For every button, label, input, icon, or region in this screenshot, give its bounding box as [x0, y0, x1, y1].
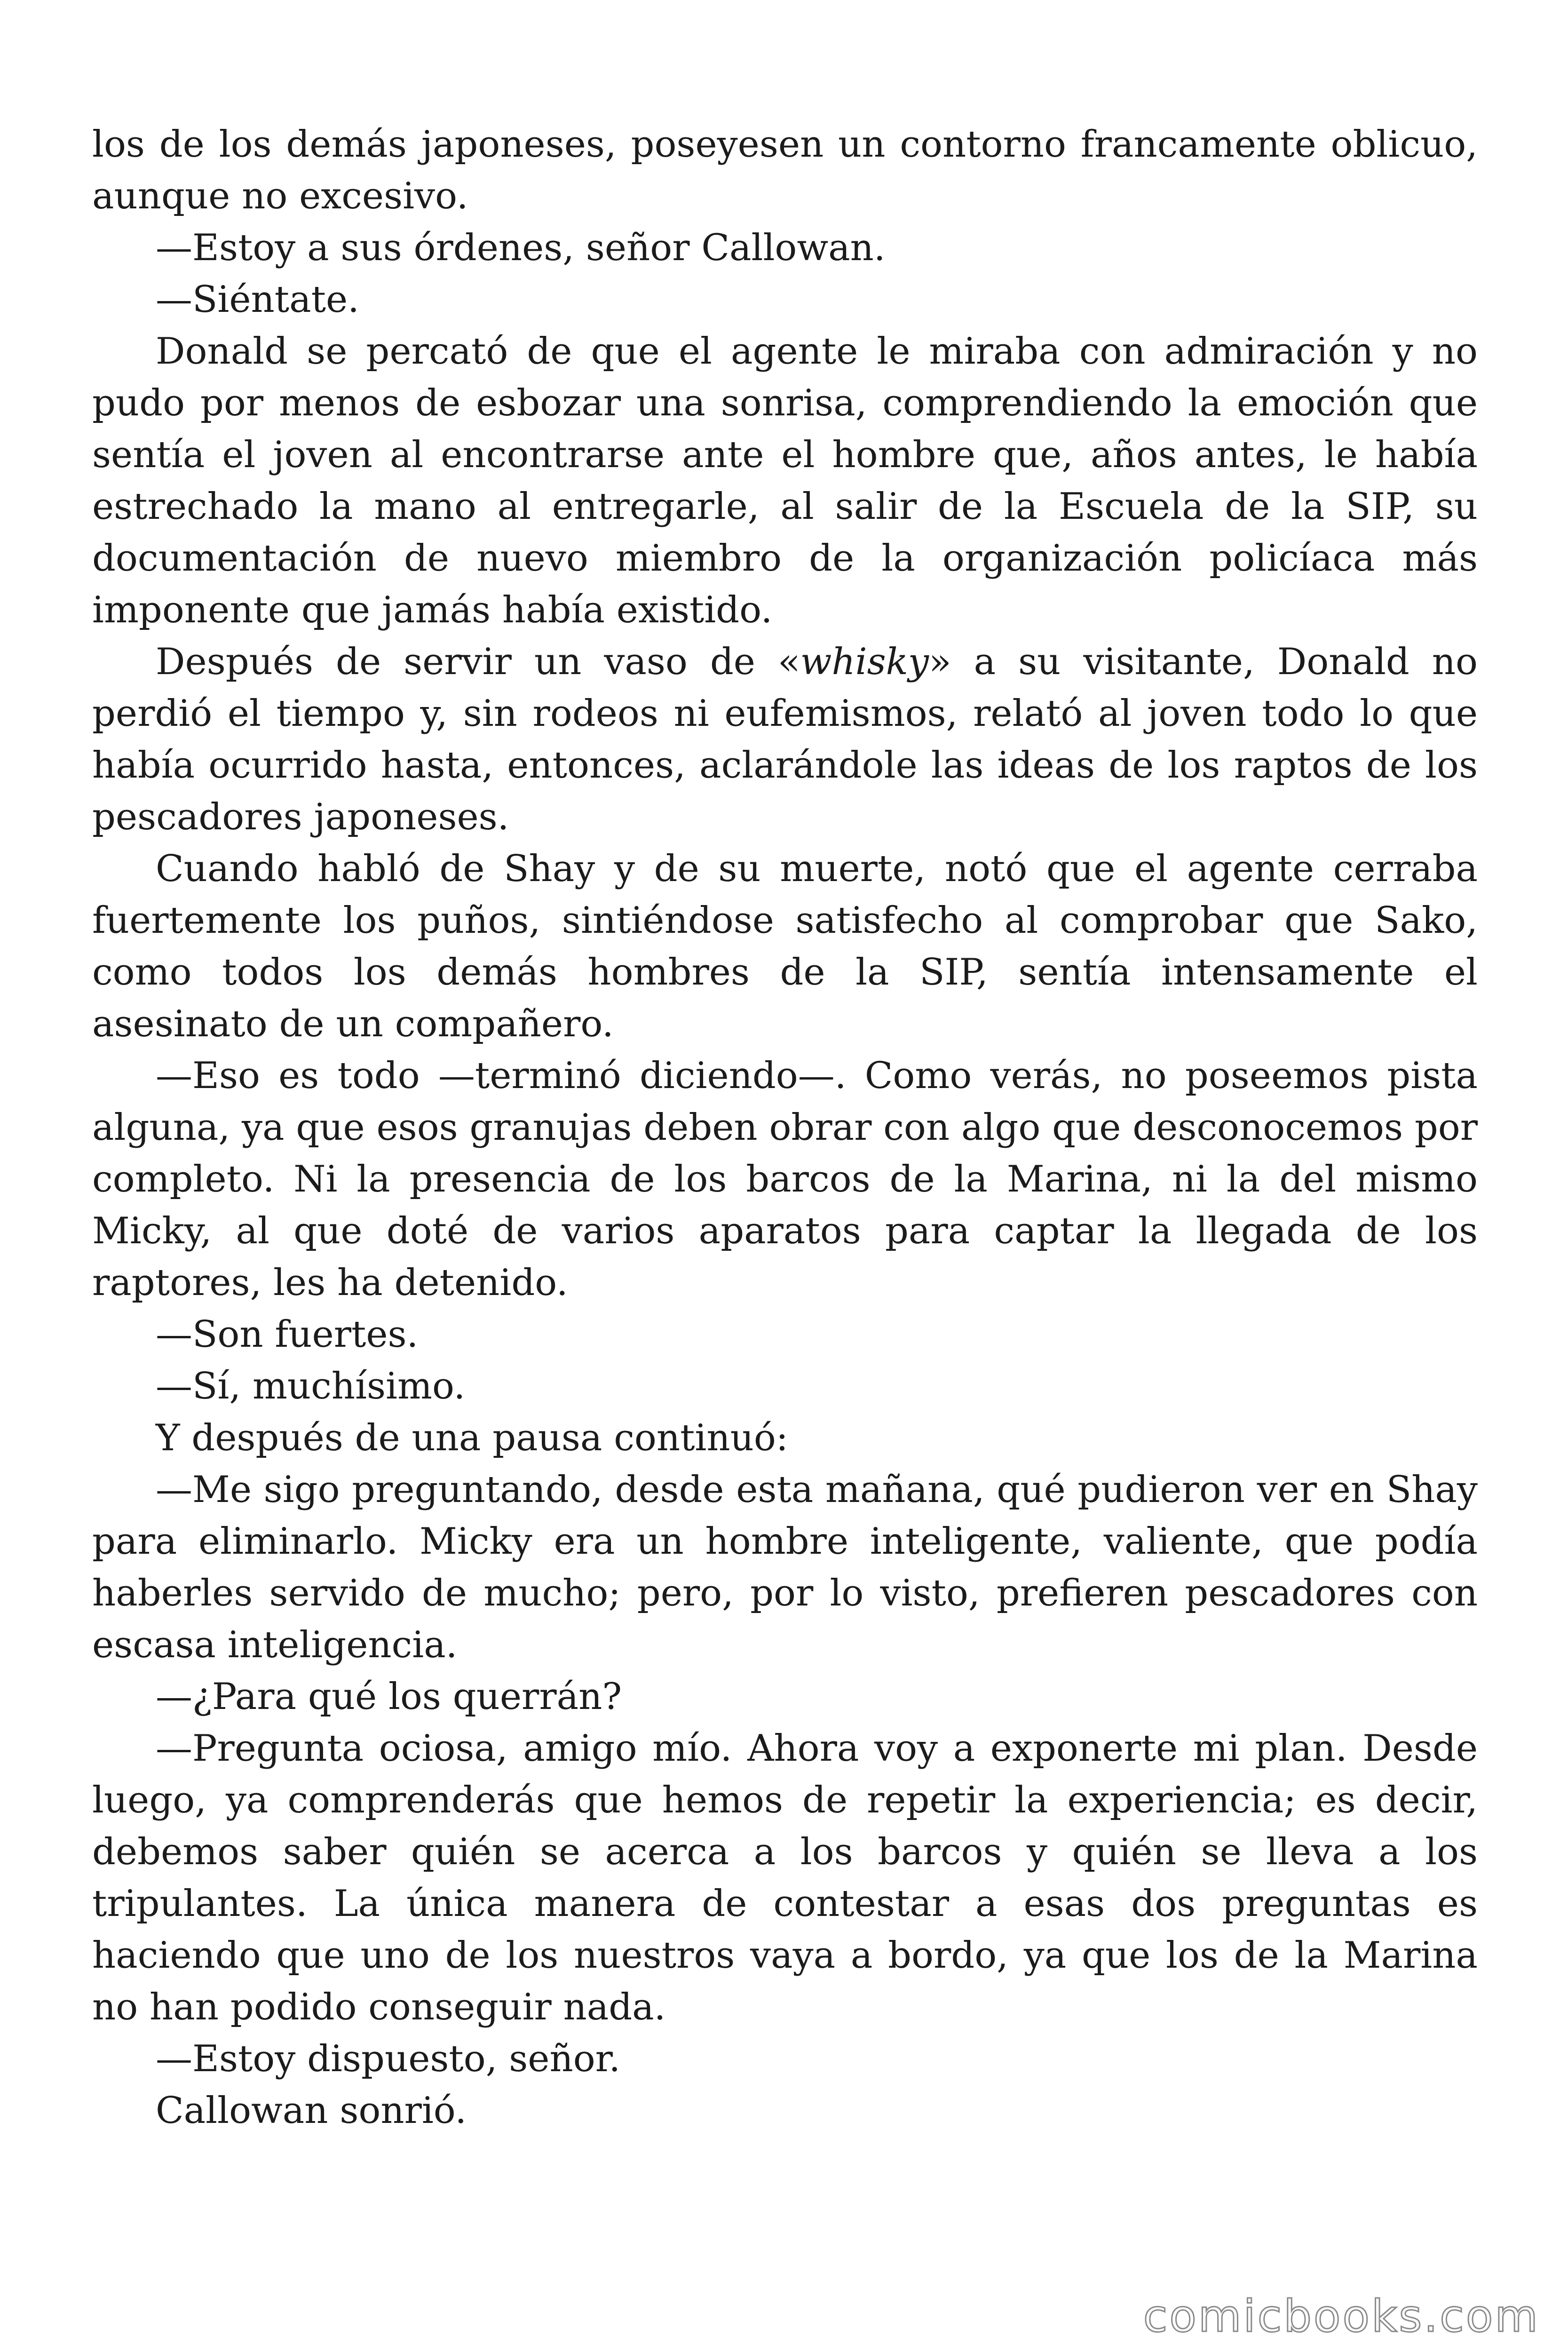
- paragraph: Donald se percató de que el agente le miraba con admiración y no pudo por menos de esbozar una sonrisa, comprendiendo la emoción que sentía el joven al encontrarse ante el hombre que, años antes, le había estrechado la mano al entregarle, al salir de la Escuela de la SIP, su documentación de nuevo miembro de la organización policíaca más imponente que jamás había existido.: [92, 330, 1478, 631]
- paragraph-dialogue: —Pregunta ociosa, amigo mío. Ahora voy a exponerte mi plan. Desde luego, ya comprenderás que hemos de repetir la experiencia; es decir, debemos saber quién se acerca a los barcos y quién se lleva a los tripulantes. La única manera de contestar a esas dos preguntas es haciendo que uno de los nuestros vaya a bordo, ya que los de la Marina no han podido conseguir nada.: [92, 1727, 1478, 2028]
- paragraph: Y después de una pausa continuó:: [156, 1417, 789, 1459]
- paragraph: Cuando habló de Shay y de su muerte, notó que el agente cerraba fuertemente los puños, sintiéndose satisfecho al comprobar que Sako, como todos los demás hombres de la SIP, sentía intensamente el asesinato de un compañero.: [92, 848, 1478, 1045]
- paragraph-continuation: los de los demás japoneses, poseyesen un contorno francamente oblicuo, aunque no excesivo.: [92, 123, 1478, 217]
- paragraph-dialogue: —Estoy dispuesto, señor.: [156, 2038, 621, 2080]
- paragraph: Callowan sonrió.: [156, 2090, 467, 2132]
- paragraph-dialogue: —Me sigo preguntando, desde esta mañana, qué pudieron ver en Shay para eliminarlo. Micky era un hombre inteligente, valiente, que podía haberles servido de mucho; pero, por lo visto, prefieren pescadores con escasa inteligencia.: [92, 1469, 1478, 1666]
- paragraph-text: Después de servir un vaso de «: [156, 641, 800, 683]
- paragraph-whisky: [92, 636, 1478, 843]
- page-text-body: [92, 119, 1478, 2137]
- paragraph-dialogue: —¿Para qué los querrán?: [156, 1676, 622, 1718]
- watermark-logo: comicbooks.com: [1143, 2291, 1540, 2342]
- italic-word: whisky: [800, 641, 929, 683]
- paragraph-dialogue: —Eso es todo —terminó diciendo—. Como verás, no poseemos pista alguna, ya que esos granujas deben obrar con algo que desconocemos por completo. Ni la presencia de los barcos de la Marina, ni la del mismo Micky, al que doté de varios aparatos para captar la llegada de los raptores, les ha detenido.: [92, 1055, 1478, 1304]
- paragraph-dialogue: —Estoy a sus órdenes, señor Callowan.: [156, 227, 886, 269]
- paragraph-text: » a su visitante, Donald no perdió el tiempo y, sin rodeos ni eufemismos, relató al joven todo lo que había ocurrido hasta, entonces, aclarándole las ideas de los raptos de los pescadores japoneses.: [92, 641, 1478, 838]
- paragraph-dialogue: —Siéntate.: [156, 278, 359, 321]
- paragraph-dialogue: —Sí, muchísimo.: [156, 1365, 466, 1407]
- paragraph-dialogue: —Son fuertes.: [156, 1313, 419, 1356]
